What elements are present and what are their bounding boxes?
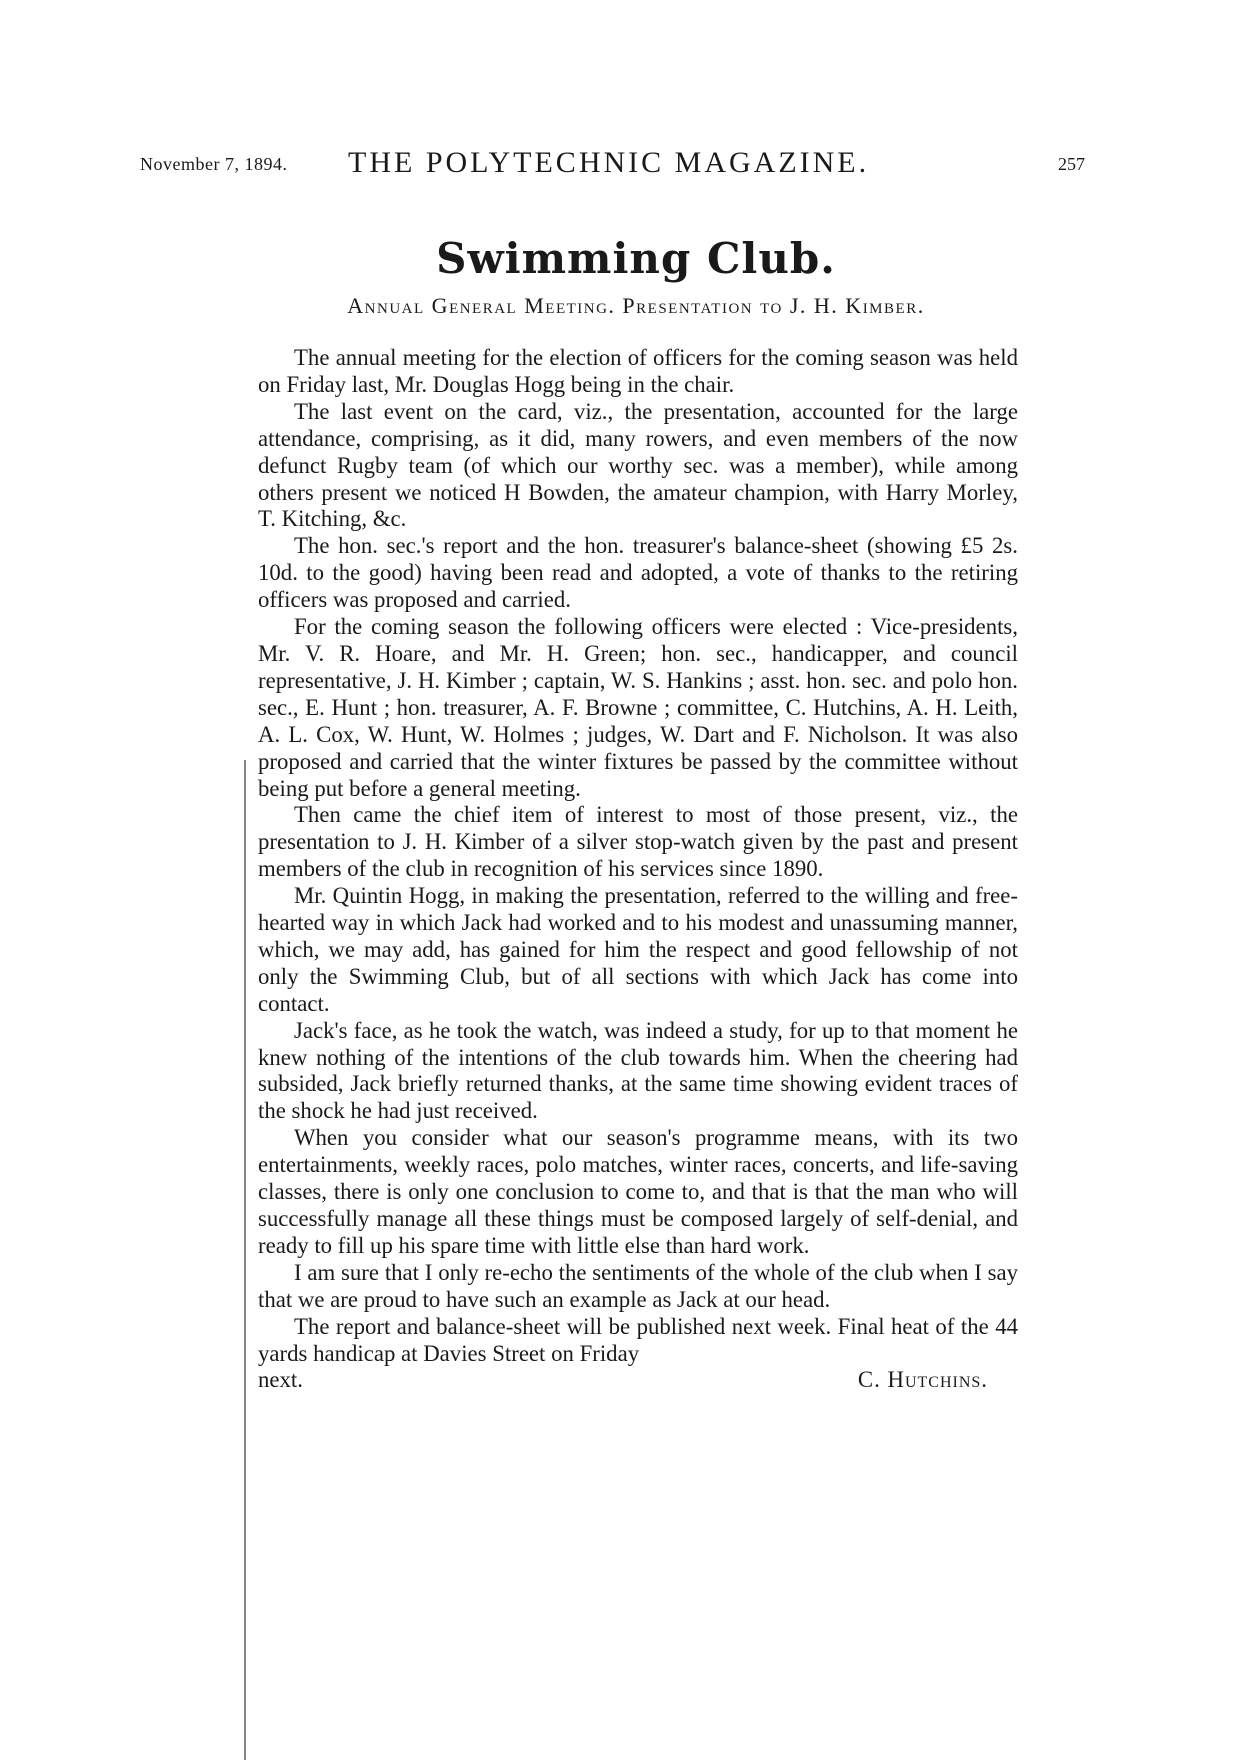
paragraph: Jack's face, as he took the watch, was indeed a study, for up to that moment he knew nothing of the intentions of the club towards him. When the cheering had subsided, Jack briefly returned thanks, at the same time showing evident traces of the shock he had just received.	[258, 1017, 1018, 1124]
paragraph: The annual meeting for the election of officers for the coming season was held on Friday last, Mr. Douglas Hogg being in the chair.	[258, 345, 1018, 397]
page-number: 257	[1058, 154, 1085, 174]
margin-rule	[244, 760, 246, 1760]
paragraph: The hon. sec.'s report and the hon. treasurer's balance-sheet (showing £5 2s. 10d. to the good) having been read and adopted, a vote of thanks to the retiring officers was proposed and carried.	[258, 533, 1018, 613]
article-heading	[256, 234, 1016, 320]
paragraph: The report and balance-sheet will be published next week. Final heat of the 44 yards handicap at Davies Street on Friday	[258, 1313, 1018, 1366]
paragraph: I am sure that I only re-echo the sentiments of the whole of the club when I say that we are proud to have such an example as Jack at our head.	[258, 1259, 1018, 1312]
paragraph: The last event on the card, viz., the presentation, accounted for the large attendance, comprising, as it did, many rowers, and even members of the now defunct Rugby team (of which our worthy sec. was a member), while among others present we noticed H Bowden, the amateur champion, with Harry Morley, T. Kitching, &c.	[258, 398, 1018, 532]
paragraph: Mr. Quintin Hogg, in making the presentation, referred to the willing and free-hearted way in which Jack had worked and to his modest and unassuming manner, which, we may add, has gained for him the respect and good fellowship of not only the Swimming Club, but of all sections with which Jack has come into contact.	[258, 883, 1018, 1016]
paragraph: For the coming season the following officers were elected : Vice-presidents, Mr. V. R. Hoare, and Mr. H. Green; hon. sec., handicapper, and council representative, J. H. Kimber ; captain, W. S. Hankins ; asst. hon. sec. and polo hon. sec., E. Hunt ; hon. treasurer, A. F. Browne ; committee, C. Hutchins, A. H. Leith, A. L. Cox, W. Hunt, W. Holmes ; judges, W. Dart and F. Nicholson. It was also proposed and carried that the winter fixtures be passed by the committee without being put before a general meeting.	[258, 614, 1018, 801]
article-title: Swimming Club.	[436, 234, 836, 283]
closing-word: next.	[258, 1367, 303, 1393]
paragraph: Then came the chief item of interest to most of those present, viz., the presentation to J. H. Kimber of a silver stop-watch given by the past and present members of the club in recognition of his services since 1890.	[258, 802, 1018, 882]
paragraph: When you consider what our season's programme means, with its two entertainments, weekly races, polo matches, winter races, concerts, and life-saving classes, there is only one conclusion to come to, and that is that the man who will successfully manage all these things must be composed largely of self-denial, and ready to fill up his spare time with little else than hard work.	[258, 1125, 1018, 1258]
issue-date: November 7, 1894.	[140, 154, 288, 174]
magazine-title: THE POLYTECHNIC MAGAZINE.	[348, 146, 870, 179]
article-subtitle: Annual General Meeting. Presentation to J. H. Kimber.	[347, 293, 925, 318]
article-body	[258, 345, 1018, 1394]
closing-line	[258, 1367, 1018, 1394]
running-head	[140, 146, 1085, 179]
author-signature: C. Hutchins.	[857, 1367, 988, 1393]
